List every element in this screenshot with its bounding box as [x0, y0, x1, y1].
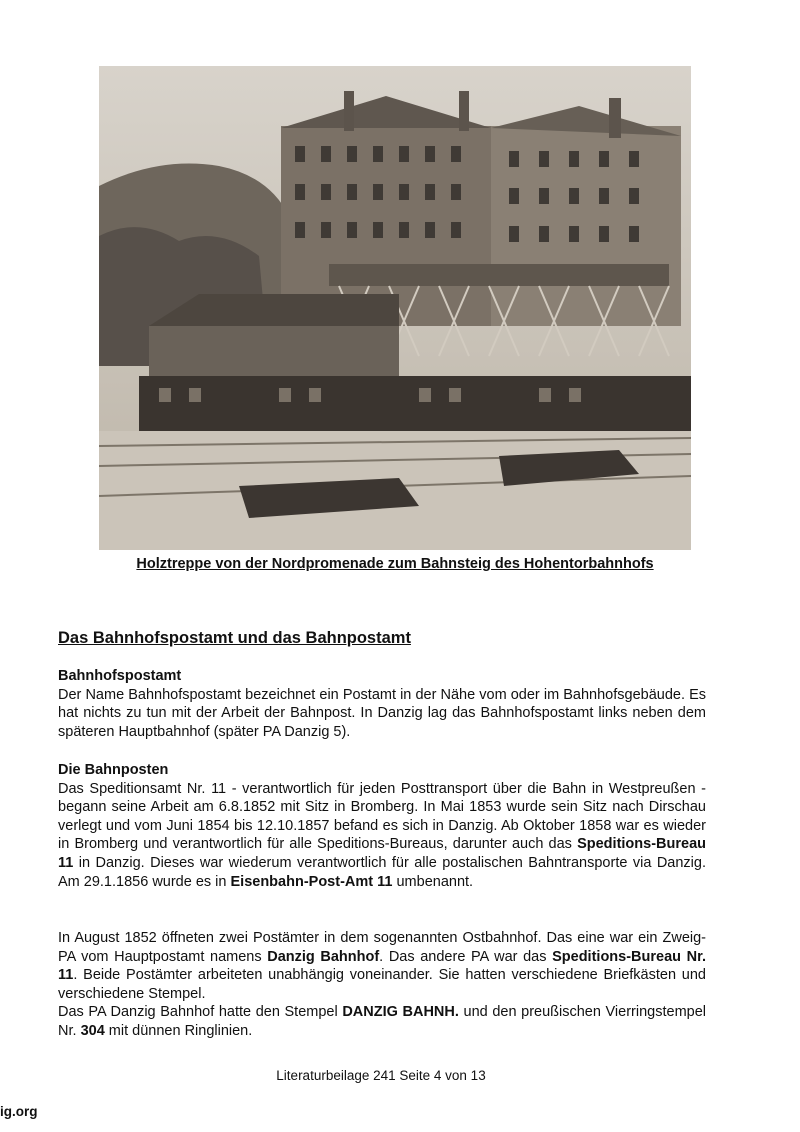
text-run: umbenannt. — [392, 873, 474, 890]
text-run: . Beide Postämter arbeiteten unabhängig voneinander. Sie hatten verschiedene Briefkästen und verschiedene Stempel. — [58, 967, 706, 1002]
section-title: Das Bahnhofspostamt und das Bahnpostamt — [58, 629, 411, 647]
text-run: Das Speditionsamt Nr. 11 - verantwortlich für jeden Posttransport über die Bahn in Westpreußen - begann seine Arbeit am 6.8.1852 mit Sitz in Bromberg. In Mai 1853 wurde sein Sitz nach Dirschau verlegt und vom Juni 1854 bis 12.10.1857 befand es sich in Danzig. Ab Oktober 1858 war es wieder in Bromberg und verantwortlich für alle Speditions-Bureaus, darunter auch das — [58, 780, 706, 853]
stempel-text — [58, 1003, 706, 1040]
ostbahnhof-text — [58, 929, 706, 1003]
bahnposten-section — [58, 761, 706, 891]
bold-term: 304 — [80, 1022, 105, 1039]
text-run: In August 1852 öffneten zwei Postämter in dem sogenannten Ostbahnhof. Das eine war ein Zweig-PA vom Hauptpostamt namens — [58, 930, 706, 965]
bahnhofspostamt-text: Der Name Bahnhofspostamt bezeichnet ein Postamt in der Nähe vom oder im Bahnhofsgebäude. Es hat nichts zu tun mit der Arbeit der Bahnpost. In Danzig lag das Bahnhofspostamt links neben dem späteren Hauptbahnhof (später PA Danzig 5). — [58, 686, 706, 740]
ostbahnhof-section — [58, 929, 706, 1041]
bold-term: Speditions-Bureau 11 — [58, 836, 706, 871]
text-run: mit dünnen Ringlinien. — [104, 1022, 253, 1039]
bold-term: Danzig Bahnhof — [267, 948, 380, 965]
historic-photo — [99, 66, 691, 550]
site-watermark: ig.org — [0, 1104, 38, 1119]
page-footer: Literaturbeilage 241 Seite 4 von 13 — [276, 1068, 486, 1083]
bold-term: Speditions-Bureau Nr. 11 — [58, 948, 706, 984]
text-run: in Danzig. Dieses war wiederum verantwortlich für alle postalischen Bahntransporte via Danzig. Am 29.1.1856 wurde es in — [58, 854, 706, 890]
bahnposten-heading: Die Bahnposten — [58, 762, 169, 778]
bahnhofspostamt-section — [58, 667, 706, 741]
photo-caption: Holztreppe von der Nordpromenade zum Bahnsteig des Hohentorbahnhofs — [136, 556, 654, 572]
bold-term: DANZIG BAHNH. — [342, 1004, 459, 1021]
text-run: . Das andere PA war das — [379, 948, 553, 965]
railway-station-photo-icon — [99, 66, 691, 550]
bold-term: Eisenbahn-Post-Amt 11 — [230, 873, 393, 890]
bahnhofspostamt-heading: Bahnhofspostamt — [58, 668, 182, 684]
text-run: und den preußischen Vierringstempel Nr. — [58, 1004, 706, 1039]
text-run: Das PA Danzig Bahnhof hatte den Stempel — [58, 1004, 343, 1021]
bahnposten-text — [58, 780, 706, 892]
